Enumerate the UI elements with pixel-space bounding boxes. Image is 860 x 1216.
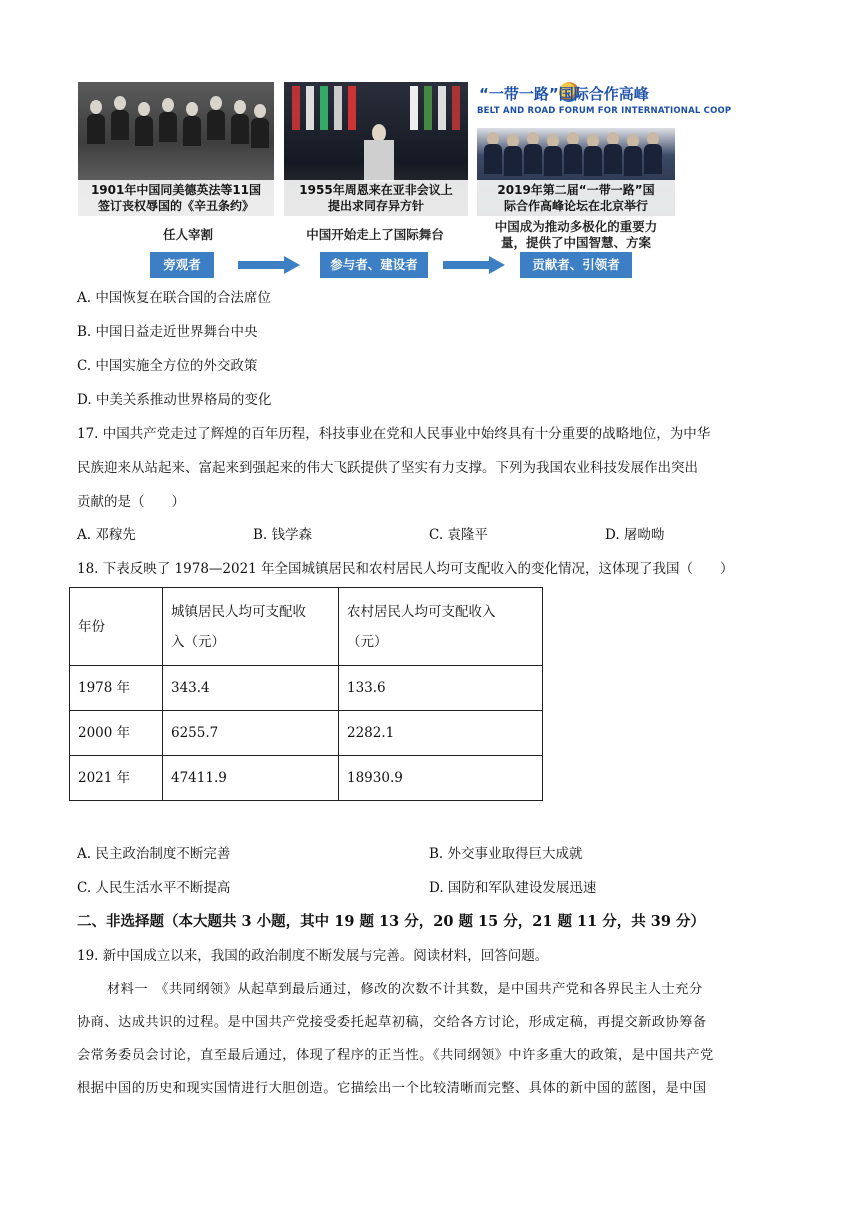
section-heading: 二、非选择题（本大题共 3 小题，其中 19 题 13 分，20 题 15 分，21 题 11 分，共 39 分）	[77, 913, 706, 930]
cell-year: 1978 年	[70, 666, 163, 711]
crowd-illustration	[483, 132, 669, 182]
table-row	[70, 756, 543, 801]
q16-option-c[interactable]: C. 中国实施全方位的外交政策	[77, 358, 258, 374]
photo-boxer-protocol	[78, 82, 274, 216]
q17-option-b[interactable]: B. 钱学森	[253, 527, 313, 543]
q16-option-b[interactable]: B. 中国日益走近世界舞台中央	[77, 324, 258, 340]
subcaption-3a: 中国成为推动多极化的重要力	[494, 219, 658, 234]
cell-urban: 343.4	[163, 666, 339, 711]
q19-material-line-1: 材料一 《共同纲领》从起草到最后通过，修改的次数不计其数，是中国共产党和各界民主人士充分	[107, 982, 703, 997]
crowd-illustration	[84, 96, 268, 166]
q18-stem: 18. 下表反映了 1978—2021 年全国城镇居民和农村居民人均可支配收入的变化情况，这体现了我国（ ）	[77, 561, 734, 577]
income-table	[69, 587, 543, 801]
stage-tag-participant: 参与者、建设者	[320, 252, 428, 278]
q18-option-a[interactable]: A. 民主政治制度不断完善	[77, 846, 231, 862]
q19-material-line-3: 会常务委员会讨论，直至最后通过，体现了程序的正当性。《共同纲领》中许多重大的政策，是中国共产党	[77, 1048, 714, 1063]
cell-urban: 47411.9	[163, 756, 339, 801]
photo-caption: 2019年第二届“一带一路”国 际合作高峰论坛在北京举行	[477, 180, 675, 216]
table-row	[70, 666, 543, 711]
photo-belt-and-road-forum	[477, 82, 732, 216]
header-urban-income: 城镇居民人均可支配收 入（元）	[163, 588, 339, 666]
photo-caption: 1901年中国同美德英法等11国 签订丧权辱国的《辛丑条约》	[78, 180, 274, 216]
cell-urban: 6255.7	[163, 711, 339, 756]
q16-option-d[interactable]: D. 中美关系推动世界格局的变化	[77, 392, 272, 408]
q17-option-c[interactable]: C. 袁隆平	[429, 527, 488, 543]
q17-stem-line-2: 民族迎来从站起来、富起来到强起来的伟大飞跃提供了坚实有力支撑。下列为我国农业科技发展作出突出	[77, 460, 698, 476]
subcaption-3b: 量，提供了中国智慧、方案	[500, 235, 651, 250]
stage-tag-bystander: 旁观者	[150, 252, 214, 278]
cell-rural: 133.6	[339, 666, 543, 711]
q19-stem: 19. 新中国成立以来，我国的政治制度不断发展与完善。阅读材料，回答问题。	[77, 948, 549, 964]
q19-material-line-2: 协商、达成共识的过程。是中国共产党接受委托起草初稿，交给各方讨论，形成定稿，再提交新政协筹备	[77, 1015, 707, 1030]
subcaption-2: 中国开始走上了国际舞台	[306, 227, 444, 242]
cell-year: 2000 年	[70, 711, 163, 756]
forum-banner-english: BELT AND ROAD FORUM FOR INTERNATIONAL COOP	[477, 106, 732, 116]
q16-option-a[interactable]: A. 中国恢复在联合国的合法席位	[77, 290, 271, 306]
header-rural-income: 农村居民人均可支配收入 （元）	[339, 588, 543, 666]
podium	[364, 140, 394, 182]
table-row	[70, 711, 543, 756]
q18-option-d[interactable]: D. 国防和军队建设发展迅速	[429, 880, 597, 896]
cell-year: 2021 年	[70, 756, 163, 801]
q17-option-d[interactable]: D. 屠呦呦	[605, 527, 665, 543]
subcaption-1: 任人宰割	[162, 227, 213, 242]
cell-rural: 2282.1	[339, 711, 543, 756]
q18-option-b[interactable]: B. 外交事业取得巨大成就	[429, 846, 583, 862]
photo-caption: 1955年周恩来在亚非会议上 提出求同存异方针	[284, 180, 468, 216]
q17-stem-line-1: 17. 中国共产党走过了辉煌的百年历程，科技事业在党和人民事业中始终具有十分重要的战略地位，为中华	[77, 426, 711, 442]
forum-banner-title: “一带一路”国际合作高峰	[479, 85, 649, 103]
q17-stem-line-3: 贡献的是（ ）	[77, 494, 185, 510]
q19-material-line-4: 根据中国的历史和现实国情进行大胆创造。它描绘出一个比较清晰而完整、具体的新中国的蓝图，是中国	[77, 1081, 707, 1096]
photo-bandung-conference	[284, 82, 468, 216]
stage-tag-leader: 贡献者、引领者	[520, 252, 632, 278]
table-header-row	[70, 588, 543, 666]
q18-option-c[interactable]: C. 人民生活水平不断提高	[77, 880, 231, 896]
forum-banner	[477, 82, 732, 128]
q17-option-a[interactable]: A. 邓稼先	[77, 527, 136, 543]
arrow-right-icon	[238, 256, 300, 274]
header-year: 年份	[70, 588, 163, 666]
cell-rural: 18930.9	[339, 756, 543, 801]
arrow-right-icon	[443, 256, 505, 274]
